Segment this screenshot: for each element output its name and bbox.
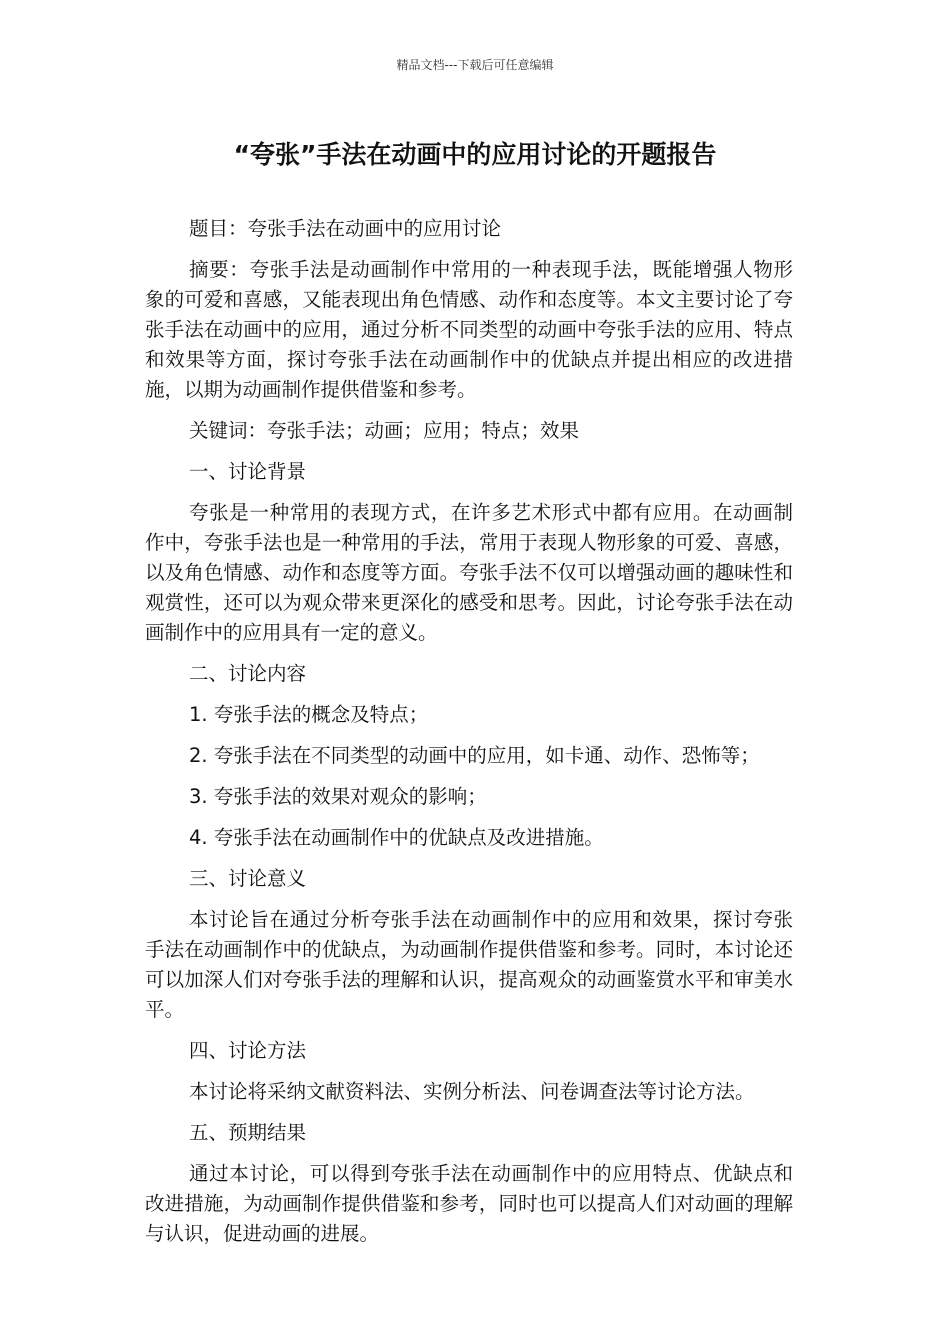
section-heading-background: 一、讨论背景 bbox=[189, 460, 307, 483]
section-heading-results: 五、预期结果 bbox=[189, 1121, 307, 1144]
content-list-item: 1. 夸张手法的概念及特点； bbox=[189, 703, 429, 726]
document-title: “夸张”手法在动画中的应用讨论的开题报告 bbox=[233, 140, 717, 169]
section-heading-content: 二、讨论内容 bbox=[189, 662, 307, 685]
section-heading-methods: 四、讨论方法 bbox=[189, 1039, 307, 1062]
significance-paragraph: 本讨论旨在通过分析夸张手法在动画制作中的应用和效果，探讨夸张手法在动画制作中的优缺点，为动画制作提供借鉴和参考。同时，本讨论还可以加深人们对夸张手法的理解和认识，提高观众的动画鉴赏水平和审美水平。 bbox=[145, 908, 793, 1021]
content-list-item: 2. 夸张手法在不同类型的动画中的应用，如卡通、动作、恐怖等； bbox=[189, 744, 760, 767]
header-note: 精品文档---下载后可任意编辑 bbox=[396, 58, 554, 72]
section-heading-significance: 三、讨论意义 bbox=[189, 867, 307, 890]
methods-paragraph: 本讨论将采纳文献资料法、实例分析法、问卷调查法等讨论方法。 bbox=[189, 1080, 755, 1103]
subject-line: 题目：夸张手法在动画中的应用讨论 bbox=[189, 217, 502, 240]
results-paragraph: 通过本讨论，可以得到夸张手法在动画制作中的应用特点、优缺点和改进措施，为动画制作提供借鉴和参考，同时也可以提高人们对动画的理解与认识，促进动画的进展。 bbox=[145, 1162, 793, 1245]
abstract-paragraph: 摘要：夸张手法是动画制作中常用的一种表现手法，既能增强人物形象的可爱和喜感，又能表现出角色情感、动作和态度等。本文主要讨论了夸张手法在动画中的应用，通过分析不同类型的动画中夸张手法的应用、特点和效果等方面，探讨夸张手法在动画制作中的优缺点并提出相应的改进措施，以期为动画制作提供借鉴和参考。 bbox=[145, 258, 793, 401]
document-body bbox=[145, 214, 793, 1249]
keywords-line: 关键词：夸张手法；动画；应用；特点；效果 bbox=[189, 419, 580, 442]
content-list-item: 3. 夸张手法的效果对观众的影响； bbox=[189, 785, 487, 808]
content-list-item: 4. 夸张手法在动画制作中的优缺点及改进措施。 bbox=[189, 826, 604, 849]
background-paragraph: 夸张是一种常用的表现方式，在许多艺术形式中都有应用。在动画制作中，夸张手法也是一种常用的手法，常用于表现人物形象的可爱、喜感，以及角色情感、动作和态度等方面。夸张手法不仅可以增强动画的趣味性和观赏性，还可以为观众带来更深化的感受和思考。因此，讨论夸张手法在动画制作中的应用具有一定的意义。 bbox=[145, 501, 793, 644]
